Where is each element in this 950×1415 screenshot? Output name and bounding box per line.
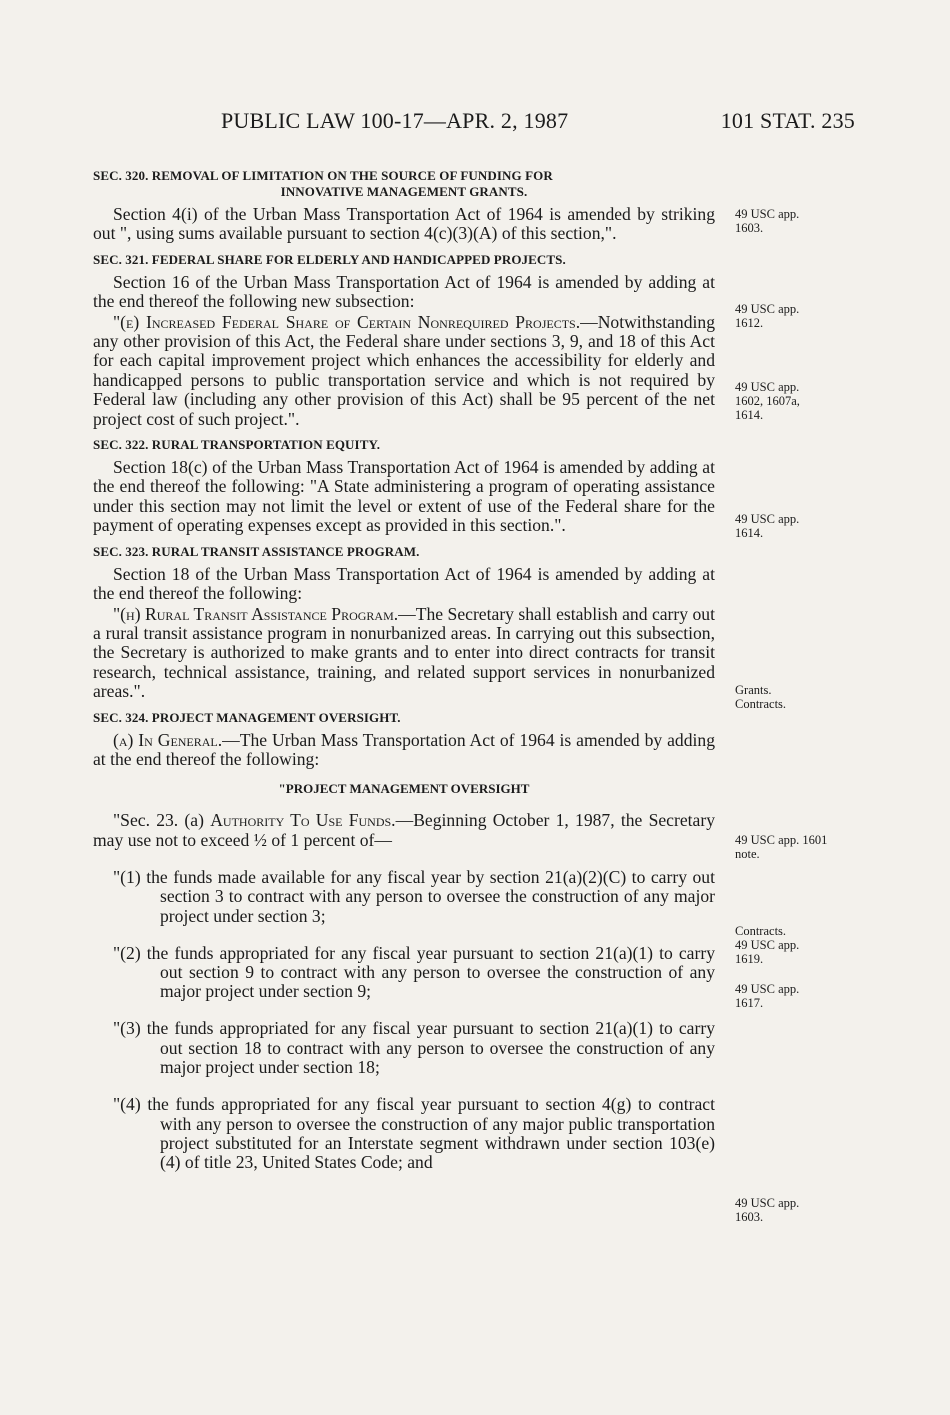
- section-heading: [93, 168, 715, 200]
- margin-note-line: 1619.: [735, 952, 764, 966]
- document-body: [93, 160, 715, 1190]
- section-text: Section 18 of the Urban Mass Transportation Act of 1964 is amended by adding at the end thereof the following:: [93, 563, 715, 604]
- section-heading: SEC. 324. PROJECT MANAGEMENT OVERSIGHT.: [93, 709, 401, 725]
- margin-note-line: 49 USC app.: [735, 207, 800, 221]
- subsection-text: [93, 313, 715, 429]
- margin-note: [735, 302, 865, 330]
- subsection-label: "(e) Increased Federal Share of Certain Nonrequired Projects.: [113, 311, 581, 332]
- subsection-text: [93, 731, 715, 770]
- header-title: PUBLIC LAW 100-17—APR. 2, 1987: [221, 108, 569, 133]
- margin-note-line: note.: [735, 847, 760, 861]
- oversight-item: "(1) the funds made available for any fiscal year by section 21(a)(2)(C) to carry out section 3 to contract with any person to oversee the construction of any major project under section 3;: [113, 866, 715, 926]
- oversight-lead-label: Authority To Use Funds.: [210, 810, 396, 831]
- page-header: [93, 108, 855, 138]
- margin-note: [735, 512, 865, 540]
- margin-note-line: Grants.: [735, 683, 772, 697]
- subsection-label: "(h) Rural Transit Assistance Program.: [113, 603, 399, 624]
- margin-note: [735, 833, 865, 861]
- margin-note: [735, 924, 865, 966]
- margin-note-line: 49 USC app.: [735, 512, 800, 526]
- subsection-label: (a) In General.: [113, 729, 223, 750]
- section-text: Section 18(c) of the Urban Mass Transportation Act of 1964 is amended by adding at the end thereof the following: "A State administering a program of operating assistance under this section may not limit the level or extent of use of the Federal share for the payment of operating expenses except as provided in this section.".: [93, 457, 715, 536]
- margin-note-line: 1612.: [735, 316, 764, 330]
- oversight-lead-text: —Beginning October 1, 1987, the Secretary may use not to exceed ½ of 1 percent of—: [93, 810, 716, 850]
- margin-note: [735, 1196, 865, 1224]
- margin-note-line: Contracts.: [735, 924, 787, 938]
- margin-note-line: 49 USC app.: [735, 982, 800, 996]
- section-text: Section 4(i) of the Urban Mass Transportation Act of 1964 is amended by striking out ", using sums available pursuant to section 4(c)(3)(A) of this section,".: [93, 204, 715, 244]
- subsection-text: [93, 605, 715, 702]
- oversight-item: "(4) the funds appropriated for any fiscal year pursuant to section 4(g) to contract with any person to oversee the construction of any major public transportation project substituted for an Interstate segment withdrawn under section 103(e)(4) of title 23, United States Code; and: [113, 1094, 715, 1173]
- section-heading: SEC. 322. RURAL TRANSPORTATION EQUITY.: [93, 437, 381, 453]
- section-heading-text: SEC. 320. REMOVAL OF LIMITATION ON THE SOURCE OF FUNDING FOR: [93, 168, 553, 183]
- oversight-item: "(2) the funds appropriated for any fiscal year pursuant to section 21(a)(1) to carry out section 9 to contract with any person to oversee the construction of any major project under section 9;: [113, 942, 715, 1002]
- margin-note-line: 1603.: [735, 1210, 764, 1224]
- subsection-body: —Notwithstanding any other provision of this Act, the Federal share under sections 3, 9, and 18 of this Act for each capital improvement project which enhances the accessibility for elderly and handicapped persons to public transportation service and which is not required by Federal law (including any other provision of this Act) shall be 95 percent of the net project cost of such project.".: [93, 311, 715, 429]
- margin-note-line: 1614.: [735, 408, 764, 422]
- section-heading: SEC. 323. RURAL TRANSIT ASSISTANCE PROGRAM.: [93, 543, 420, 559]
- margin-note-line: 49 USC app.: [735, 938, 800, 952]
- margin-note-line: 49 USC app.: [735, 1196, 800, 1210]
- margin-note: [735, 683, 865, 711]
- margin-note: [735, 207, 865, 235]
- subsection-body: —The Urban Mass Transportation Act of 1964 is amended by adding at the end thereof the following:: [93, 729, 715, 769]
- section-heading-cont: INNOVATIVE MANAGEMENT GRANTS.: [280, 184, 528, 199]
- margin-note-line: 49 USC app.: [735, 302, 800, 316]
- margin-note: [735, 380, 865, 422]
- margin-note-line: 49 USC app.: [735, 380, 800, 394]
- oversight-lead: [93, 811, 715, 850]
- margin-note-line: 1617.: [735, 996, 764, 1010]
- margin-note-line: 49 USC app. 1601: [735, 833, 828, 847]
- oversight-item: "(3) the funds appropriated for any fiscal year pursuant to section 21(a)(1) to carry out section 18 to contract with any person to oversee the construction of any major project under section 18;: [113, 1018, 715, 1078]
- oversight-lead-prefix: "Sec. 23. (a): [113, 810, 211, 831]
- subsection-body: —The Secretary shall establish and carry out a rural transit assistance program in nonurbanized areas. In carrying out this subsection, the Secretary is authorized to make grants and to enter into direct contracts for transit research, technical assistance, training, and related support services in nonurbanized areas.".: [93, 603, 715, 702]
- margin-note-line: 1614.: [735, 526, 764, 540]
- section-text: Section 16 of the Urban Mass Transportation Act of 1964 is amended by adding at the end thereof the following new subsection:: [93, 271, 715, 312]
- oversight-heading: "PROJECT MANAGEMENT OVERSIGHT: [278, 781, 530, 797]
- margin-note: [735, 982, 865, 1010]
- margin-note-line: 1603.: [735, 221, 764, 235]
- margin-note-line: Contracts.: [735, 697, 787, 711]
- section-heading: SEC. 321. FEDERAL SHARE FOR ELDERLY AND HANDICAPPED PROJECTS.: [93, 251, 566, 267]
- margin-note-line: 1602, 1607a,: [735, 394, 800, 408]
- header-stat: 101 STAT. 235: [720, 108, 855, 133]
